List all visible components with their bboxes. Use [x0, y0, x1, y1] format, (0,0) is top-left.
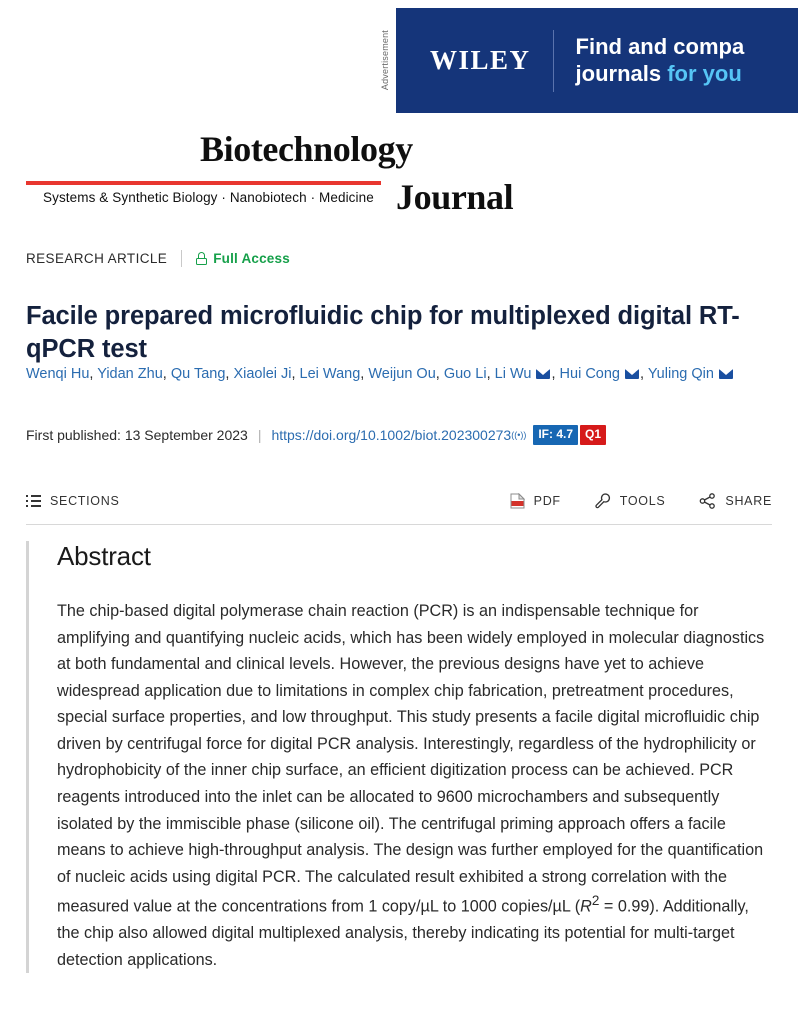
- pub-separator: |: [257, 426, 262, 443]
- ad-headline-line2: [576, 61, 745, 88]
- author-link[interactable]: Yidan Zhu: [97, 366, 163, 382]
- author-link[interactable]: Weijun Ou: [368, 366, 436, 382]
- wiley-logo: WILEY: [430, 45, 531, 75]
- tools-button[interactable]: [595, 493, 666, 509]
- publication-info: [26, 425, 606, 445]
- toolbar-divider: [26, 524, 772, 525]
- author-link[interactable]: Wenqi Hu: [26, 366, 90, 382]
- article-type-label: RESEARCH ARTICLE: [26, 251, 168, 266]
- page-title: Facile prepared microfluidic chip for multiplexed digital RT-qPCR test: [26, 302, 740, 363]
- doi-link[interactable]: https://doi.org/10.1002/biot.202300273: [271, 426, 512, 443]
- first-published-label: First published:: [26, 426, 121, 443]
- author-link[interactable]: Guo Li: [443, 366, 487, 382]
- ad-divider: [553, 30, 554, 92]
- first-published-date: 13 September 2023: [124, 426, 248, 443]
- wrench-icon: [595, 493, 611, 509]
- meta-separator: [181, 250, 182, 267]
- ad-headline-line1: Find and compa: [575, 33, 745, 59]
- article-toolbar: [26, 478, 772, 524]
- journal-subtitle: Systems & Synthetic Biology · Nanobiotech · Medicine: [43, 190, 374, 205]
- advertisement-banner[interactable]: [396, 8, 798, 113]
- list-icon: [26, 495, 41, 507]
- pdf-button[interactable]: [510, 493, 561, 509]
- author-link[interactable]: Yuling Qin: [647, 366, 714, 382]
- sections-button[interactable]: [26, 494, 120, 508]
- advertisement-label-text: Advertisement: [380, 30, 390, 91]
- author-link[interactable]: Xiaolei Ji: [233, 366, 292, 382]
- corresponding-author-email-icon[interactable]: [625, 369, 639, 379]
- masthead-rule: [26, 181, 381, 185]
- sections-label: SECTIONS: [50, 494, 120, 508]
- tools-label: TOOLS: [619, 494, 666, 508]
- pdf-label: PDF: [533, 494, 561, 508]
- journal-title-line2: Journal: [396, 177, 514, 217]
- article-meta-row: [26, 250, 290, 267]
- full-access-label: Full Access: [213, 251, 290, 266]
- abstract-heading: Abstract: [57, 541, 151, 571]
- impact-factor-badge: IF: 4.7: [533, 425, 578, 445]
- ad-headline-line2-highlight: for you: [667, 60, 742, 86]
- author-link[interactable]: Lei Wang: [299, 366, 361, 382]
- author-link[interactable]: Qu Tang: [170, 366, 226, 382]
- advertisement-label: [376, 8, 394, 113]
- lock-open-icon: [196, 252, 207, 265]
- abstract-body: The chip-based digital polymerase chain reaction (PCR) is an indispensable technique for amplifying and quantifying nucleic acids, which has been widely employed in molecular diagnostics at both fundamental and clinical levels. However, the previous designs have yet to achieve widespread application due to limitations in complex chip fabrication, pretreatment procedures, special surface properties, and low throughput. This study presents a facile digital microfluidic chip driven by centrifugal force for digital PCR analysis. Interestingly, regardless of the hydrophilicity or hydrophobicity of the inner chip surface, an efficient digitization process can be achieved. PCR reagents introduced into the inlet can be allocated to 9600 microchambers and subsequently isolated by the immiscible phase (silicone oil). The centrifugal priming approach offers a facile means to achieve high-throughput analysis. The design was further employed for the quantification of nucleic acids using digital PCR. The calculated result exhibited a strong correlation with the measured value at the concentrations from 1 copy/µL to 1000 copies/µL $(R^2 = 0.99)$. Additionally, the chip also allowed digital multiplexed analysis, thereby indicating its potential for multi-target detection applications.: [57, 602, 765, 969]
- share-icon: [699, 493, 716, 509]
- share-button[interactable]: [699, 493, 772, 509]
- author-link[interactable]: Hui Cong: [559, 366, 620, 382]
- share-label: SHARE: [725, 494, 772, 508]
- corresponding-author-email-icon[interactable]: [719, 369, 733, 379]
- author-list: Wenqi Hu, Yidan Zhu, Qu Tang, Xiaolei Ji, Lei Wang, Weijun Ou, Guo Li, Li Wu , Hui Cong , Yuling Qin: [26, 363, 772, 386]
- quartile-badge: Q1: [580, 425, 606, 445]
- journal-masthead[interactable]: [26, 128, 546, 228]
- abstract-section: [26, 541, 772, 973]
- ad-headline: [576, 34, 745, 88]
- pdf-icon: [510, 493, 525, 509]
- audio-icon[interactable]: ((•)): [511, 429, 527, 440]
- author-link[interactable]: Li Wu: [494, 366, 532, 382]
- ad-headline-line2-plain: journals: [575, 60, 668, 86]
- corresponding-author-email-icon[interactable]: [536, 369, 550, 379]
- journal-title-line1: Biotechnology: [200, 129, 413, 169]
